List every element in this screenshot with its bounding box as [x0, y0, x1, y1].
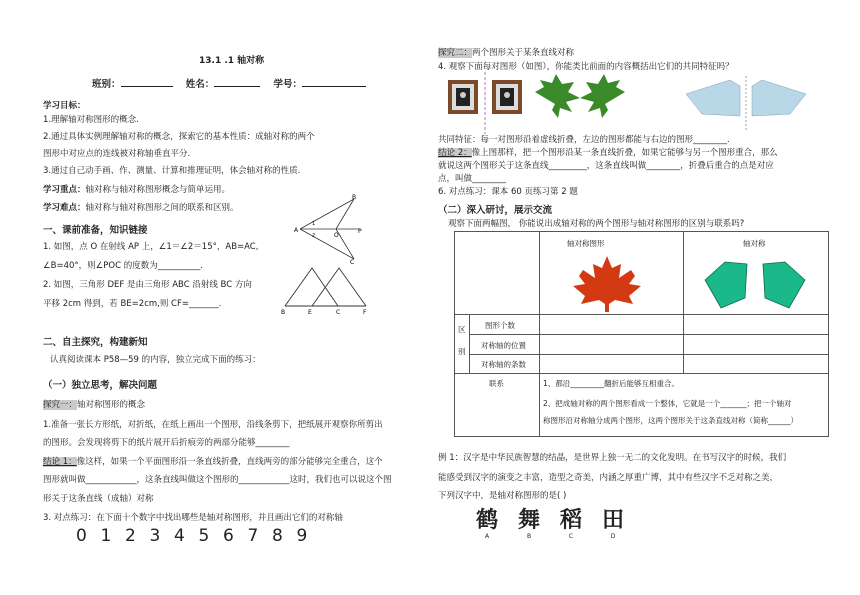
- paragraph: 点，叫做________: [438, 174, 507, 184]
- fig1-label: P: [358, 228, 362, 235]
- question-6: 6. 对点练习：课本 60 页练习第 2 题: [438, 187, 578, 197]
- row-label-axis-count: 对称轴的条数: [481, 360, 526, 369]
- comparison-table: [454, 231, 829, 437]
- page-title: 13.1 .1 轴对称: [199, 56, 265, 66]
- paragraph: 就说这两个图形关于这条直线_________，这条直线叫做________，折叠后重合的点是对应: [438, 161, 774, 171]
- paragraph: 3. 对点练习：在下面十个数字中找出哪些是轴对称图形，并且画出它们的对称轴: [43, 513, 343, 523]
- conclusion-1-label: 结论 1：: [43, 457, 77, 467]
- row-label-count: 图形个数: [485, 321, 515, 330]
- explore-1-text: 轴对称图形的概念: [77, 400, 146, 410]
- symmetric-pairs-figure: [440, 72, 830, 134]
- difficulty-point: [43, 201, 239, 213]
- explore-2-label: 探究二：: [438, 48, 473, 58]
- section2-intro: 认真阅读课本 P58—59 的内容，独立完成下面的练习：: [50, 355, 261, 365]
- option-letter: D: [610, 533, 616, 540]
- fig1-label: O: [334, 232, 339, 239]
- conclusion-2-text: 像上图那样，把一个图形沿某一条直线折叠，如果它能够与另一个图形重合，那么: [471, 148, 778, 158]
- hanzi-char: 鹤: [475, 507, 498, 533]
- option-letter: C: [568, 533, 574, 540]
- fig1-label: B: [352, 194, 357, 201]
- relation-1: 1、都沿_________翻折后能够互相重合。: [543, 379, 680, 388]
- common-feature: 共同特征：每一对图形沿着虚线折叠，左边的图形都能与右边的图形________.: [438, 135, 730, 145]
- digit: 8: [272, 526, 283, 546]
- example-1-line2: 能感受到汉字的演变之丰富，造型之奇美，内涵之厚重广博，其中有些汉字不乏对称之美，: [438, 473, 779, 483]
- explore-1: [43, 398, 145, 410]
- pentagon-pair: [686, 76, 806, 130]
- conclusion-1: [43, 455, 383, 467]
- conclusion-2-label: 结论 2：: [438, 148, 472, 158]
- difficulty-label: 学习难点：: [43, 203, 86, 213]
- student-info-row: [92, 76, 366, 90]
- goal-item: 图形中对应点的连线被对称轴垂直平分.: [43, 149, 191, 159]
- diff-label-1: 区: [458, 325, 466, 334]
- goal-item: 3.通过自己动手画、作、测量、计算和推理证明，体会轴对称的性质.: [43, 166, 301, 176]
- goal-item: 1.理解轴对称图形的概念.: [43, 115, 139, 125]
- key-text: 轴对称与轴对称图形概念与简单运用。: [85, 185, 231, 195]
- example-1-line1: 例 1：汉字是中华民族智慧的结晶，是世界上独一无二的文化发明。在书写汉字的时候，我们: [438, 453, 787, 463]
- fig2-label: F: [363, 309, 367, 316]
- key-label: 学习重点：: [43, 185, 86, 195]
- conclusion-1-text: 像这样，如果一个平面图形沿一条直线折叠，直线两旁的部分能够完全重合，这个: [76, 457, 383, 467]
- class-blank: [121, 86, 173, 87]
- leaf-pair: [535, 74, 625, 118]
- digit: 1: [100, 526, 112, 546]
- triangles-figure: [278, 262, 378, 316]
- question-2-line1: 2. 如图，三角形 DEF 是由三角形 ABC 沿射线 BC 方向: [43, 280, 252, 290]
- question-4: 4. 观察下面每对图形（如图），你能类比前面的内容概括出它们的共同特征吗？: [438, 62, 734, 72]
- class-label: 班别：: [92, 79, 121, 90]
- paragraph: 图形就叫做____________，这条直线叫做这个图形的____________这时，我们也可以说这个图: [43, 475, 392, 485]
- angle-figure: [294, 193, 364, 265]
- goals-heading: 学习目标：: [43, 101, 86, 111]
- section2-heading: 二、自主探究，构建新知: [43, 337, 148, 348]
- digit: 0: [76, 526, 87, 546]
- fig2-label: B: [281, 309, 286, 316]
- key-point: [43, 183, 230, 195]
- fig1-label: 2: [312, 233, 316, 239]
- name-blank: [214, 86, 260, 87]
- col-header-axial-symmetry: 轴对称: [743, 239, 766, 248]
- example-1-line3: 下列汉字中，是轴对称图形的是( ): [438, 491, 567, 501]
- hanzi-char: 田: [601, 507, 624, 533]
- digit: 9: [296, 526, 308, 546]
- teal-pentagons-image: [695, 254, 815, 312]
- row-label-axis-position: 对称轴的位置: [481, 341, 526, 350]
- explore-1-label: 探究一：: [43, 400, 78, 410]
- fig1-label: A: [294, 227, 299, 234]
- maple-leaf-image: [567, 254, 647, 312]
- option-letters: [466, 531, 634, 541]
- question-1-line1: 1. 如图，点 O 在射线 AP 上，∠1＝∠2＝15°，AB=AC,: [43, 242, 259, 252]
- option-letter: B: [526, 533, 532, 540]
- name-label: 姓名：: [185, 79, 215, 90]
- explore-2-text: 两个图形关于某条直线对称: [472, 48, 575, 58]
- fig2-label: C: [336, 309, 341, 316]
- diff-label-2: 别: [458, 347, 466, 356]
- row-label-relation: 联系: [489, 379, 504, 388]
- section1-heading: 一、课前准备，知识链接: [43, 225, 148, 236]
- question-1-line2: ∠B=40°，则∠POC 的度数为__________.: [43, 261, 203, 271]
- fig1-label: 1: [312, 221, 316, 227]
- digit-row: [76, 526, 321, 546]
- fig2-label: E: [308, 309, 312, 316]
- digit: 7: [247, 526, 259, 546]
- subsection-1-heading: （一）独立思考，解决问题: [43, 380, 158, 391]
- id-blank: [302, 86, 366, 87]
- explore-2: [438, 46, 574, 58]
- hanzi-options: [466, 503, 634, 534]
- subsection-2-heading: （二）深入研讨，展示交流: [438, 205, 553, 216]
- digit: 4: [174, 526, 185, 546]
- relation-2a: 2、把成轴对称的两个图形看成一个整体，它就是一个_______；把一个轴对: [543, 399, 792, 408]
- relation-2b: 称图形沿对称轴分成两个图形，这两个图形关于这条直线对称（简称______）: [543, 416, 798, 425]
- digit: 5: [198, 526, 210, 546]
- paragraph: 的图形。会发现将剪下的纸片展开后折痕旁的两部分能够________: [43, 438, 290, 448]
- digit: 6: [223, 526, 234, 546]
- digit: 2: [125, 526, 136, 546]
- hanzi-char: 舞: [517, 507, 540, 533]
- difficulty-text: 轴对称与轴对称图形之间的联系和区别。: [85, 203, 239, 213]
- col-header-axial-figure: 轴对称图形: [567, 239, 605, 248]
- fig1-label: C: [350, 259, 355, 265]
- observe-prompt: 观察下面两幅图， 你能说出成轴对称的两个图形与轴对称图形的区别与联系吗?: [448, 219, 745, 229]
- paragraph: 形关于这条直线（成轴）对称: [43, 494, 154, 504]
- id-label: 学号：: [273, 79, 303, 90]
- goal-item: 2.通过具体实例理解轴对称的概念，探索它的基本性质：成轴对称的两个: [43, 132, 315, 142]
- conclusion-2: [438, 146, 778, 158]
- option-letter: A: [484, 533, 490, 540]
- digit: 3: [149, 526, 161, 546]
- hanzi-char: 稻: [559, 507, 582, 533]
- paragraph: 1.准备一张长方形纸，对折纸，在纸上画出一个图形，沿线条剪下，把纸展开观察你所剪出: [43, 420, 383, 430]
- question-2-line2: 平移 2cm 得到，若 BE=2cm,则 CF=_______.: [43, 299, 222, 309]
